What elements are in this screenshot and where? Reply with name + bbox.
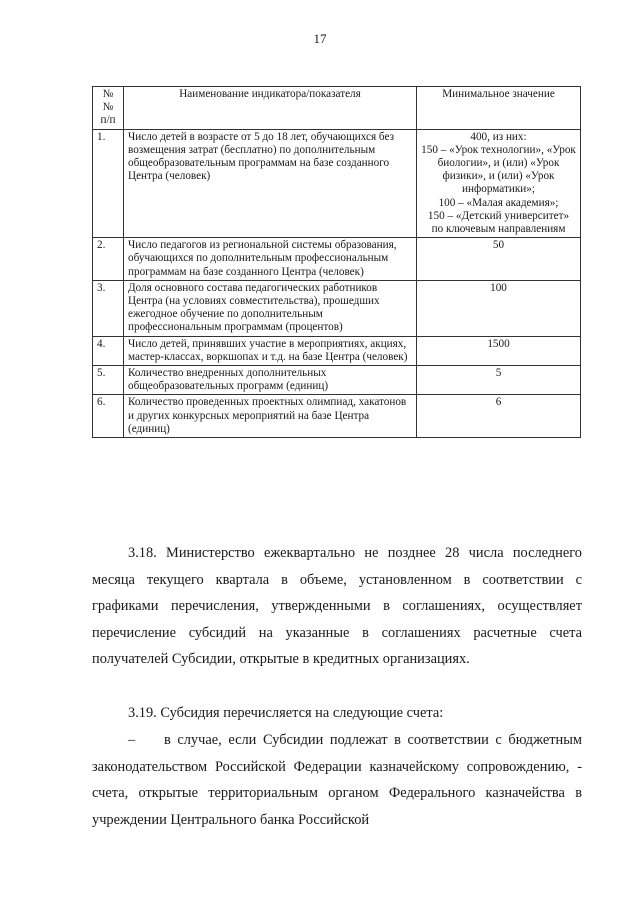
table-row xyxy=(93,336,581,365)
indicators-table xyxy=(92,86,581,438)
row-min-value: 100 xyxy=(417,280,581,336)
page-number: 17 xyxy=(313,31,327,46)
table-row xyxy=(93,366,581,395)
table-row xyxy=(93,395,581,438)
row-min-value: 6 xyxy=(417,395,581,438)
row-indicator-name: Число детей в возрасте от 5 до 18 лет, обучающихся без возмещения затрат (бесплатно) по дополнительным общеобразовательным программам на базе созданного Центра (человек) xyxy=(124,129,417,238)
row-number: 5. xyxy=(93,366,124,395)
row-min-value: 400, из них: 150 – «Урок технологии», «Урок биологии», и (или) «Урок физики», и (или) «Урок информатики»; 100 – «Малая академия»; 150 – «Детский университет» по ключевым направлениям xyxy=(417,129,581,238)
row-min-value: 50 xyxy=(417,238,581,281)
row-number: 2. xyxy=(93,238,124,281)
row-number: 4. xyxy=(93,336,124,365)
row-indicator-name: Количество проведенных проектных олимпиад, хакатонов и других конкурсных мероприятий на базе Центра (единиц) xyxy=(124,395,417,438)
row-min-value: 5 xyxy=(417,366,581,395)
row-indicator-name: Число педагогов из региональной системы образования, обучающихся по дополнительным профессиональным программам на базе созданного Центра (человек) xyxy=(124,238,417,281)
row-indicator-name: Число детей, принявших участие в мероприятиях, акциях, мастер-классах, воркшопах и т.д. на базе Центра (человек) xyxy=(124,336,417,365)
header-min-value: Минимальное значение xyxy=(417,87,581,130)
table-row xyxy=(93,280,581,336)
row-number: 6. xyxy=(93,395,124,438)
row-min-value: 1500 xyxy=(417,336,581,365)
row-indicator-name: Количество внедренных дополнительных общеобразовательных программ (единиц) xyxy=(124,366,417,395)
paragraph-dash-item: – в случае, если Субсидии подлежат в соответствии с бюджетным законодательством Российской Федерации казначейскому сопровождению, - счета, открытые территориальным органом Федерального казначейства в учреждении Центрального банка Российской xyxy=(92,732,582,828)
table-row xyxy=(93,129,581,238)
paragraph-3-19: 3.19. Субсидия перечисляется на следующие счета: xyxy=(128,705,444,721)
header-number: № № п/п xyxy=(93,87,124,130)
paragraph-3-18: 3.18. Министерство ежеквартально не позднее 28 числа последнего месяца текущего квартала в объеме, установленном в соответствии с графиками перечисления, утвержденными в соглашениях, осуществляет перечисление субсидий на указанные в соглашениях расчетные счета получателей Субсидии, открытые в кредитных организациях. xyxy=(92,545,582,667)
header-indicator: Наименование индикатора/показателя xyxy=(124,87,417,130)
row-indicator-name: Доля основного состава педагогических работников Центра (на условиях совместительства), прошедших ежегодное обучение по дополнительным профессиональным программам (процентов) xyxy=(124,280,417,336)
table-row xyxy=(93,238,581,281)
row-number: 1. xyxy=(93,129,124,238)
table-header-row xyxy=(93,87,581,130)
row-number: 3. xyxy=(93,280,124,336)
